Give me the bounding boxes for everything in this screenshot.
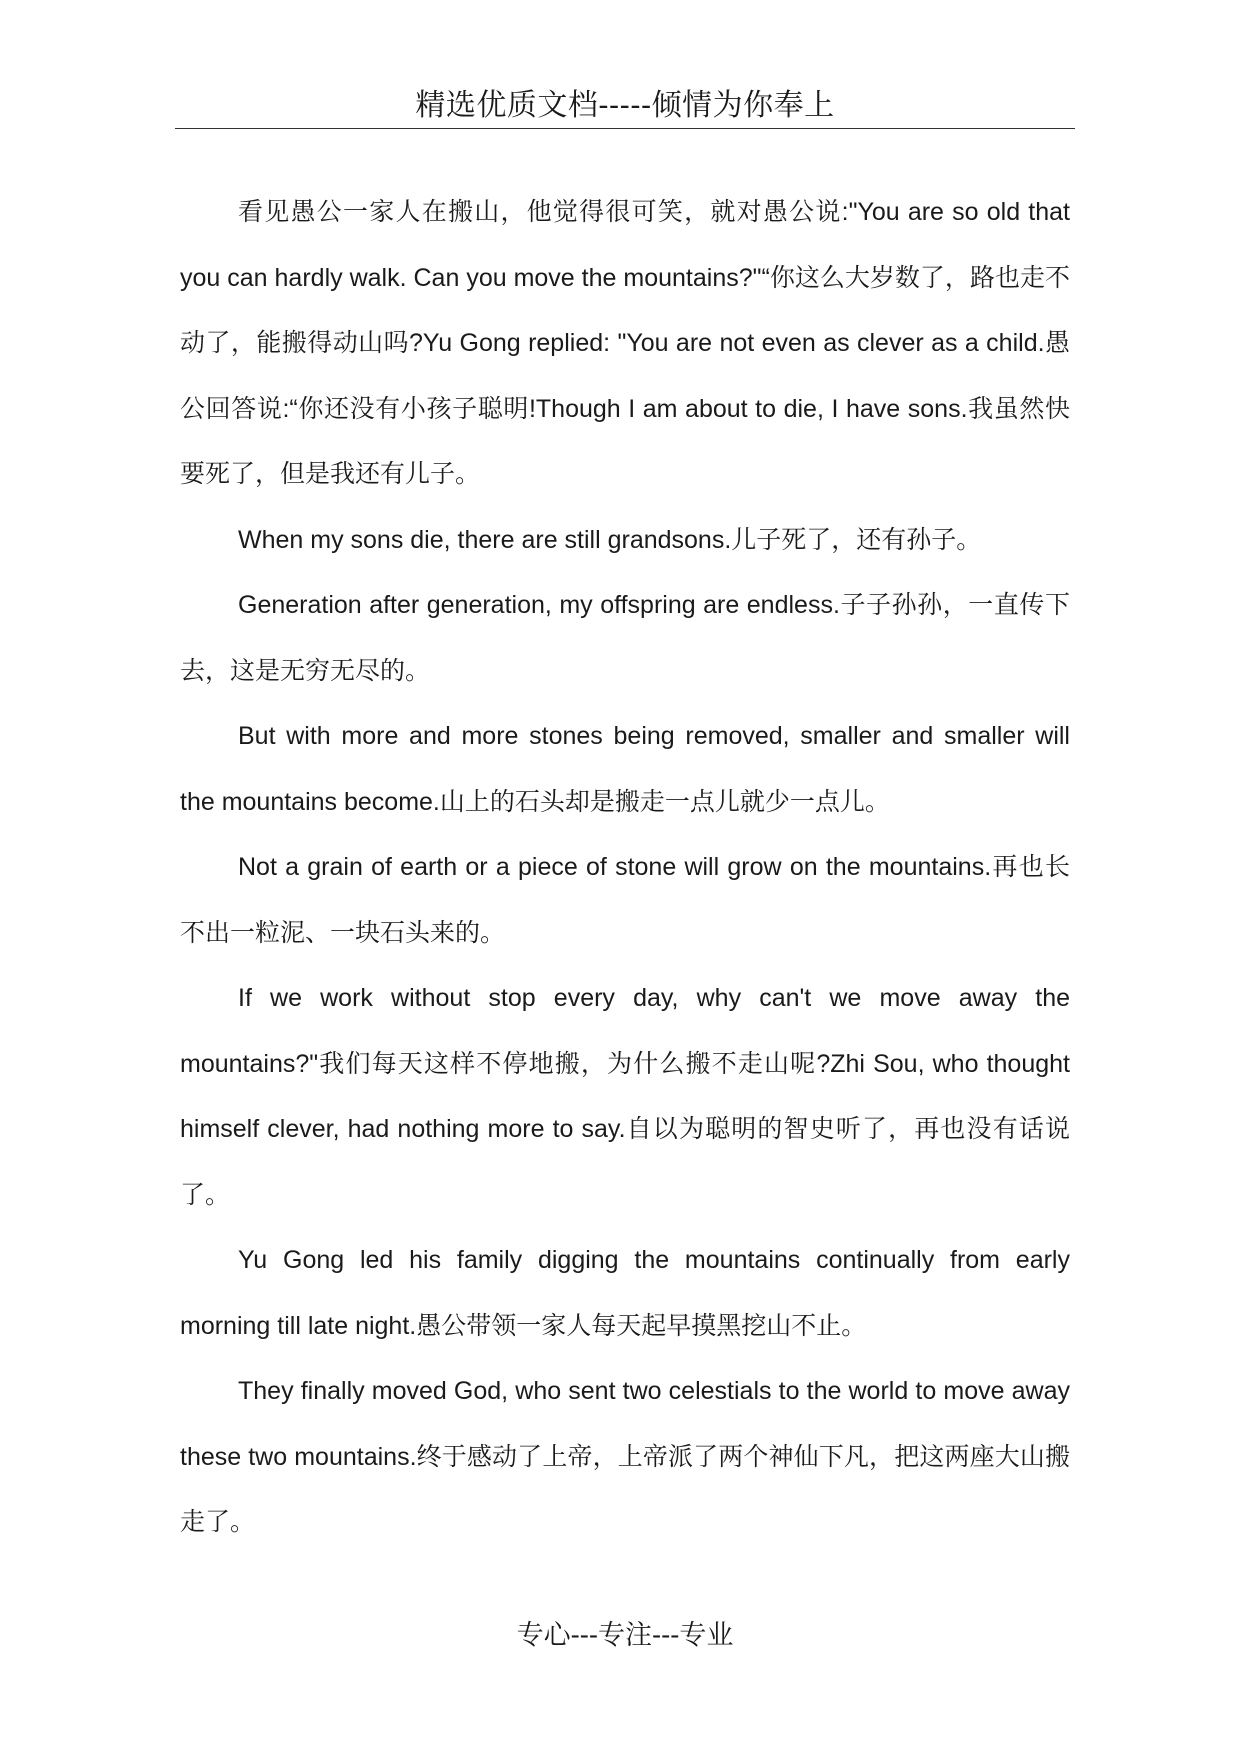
paragraph-1: 看见愚公一家人在搬山，他觉得很可笑，就对愚公说:"You are so old that you can hardly walk. Can you move the mountains?"“你这么大岁数了，路也走不动了，能搬得动山吗?Yu Gong replied: "You are not even as clever as a child.愚公回答说:“你还没有小孩子聪明!Though I am about to die, I have sons.我虽然快要死了，但是我还有儿子。 xyxy=(180,198,1070,488)
header-divider xyxy=(175,128,1075,129)
paragraph-8: They finally moved God, who sent two celestials to the world to move away these two mountains.终于感动了上帝，上帝派了两个神仙下凡，把这两座大山搬走了。 xyxy=(180,1377,1070,1536)
paragraph-3: Generation after generation, my offspring are endless.子子孙孙，一直传下去，这是无穷无尽的。 xyxy=(180,591,1070,685)
paragraph-4: But with more and more stones being removed, smaller and smaller will the mountains become.山上的石头却是搬走一点儿就少一点儿。 xyxy=(180,722,1070,816)
paragraph-7: Yu Gong led his family digging the mountains continually from early morning till late night.愚公带领一家人每天起早摸黑挖山不止。 xyxy=(180,1246,1070,1340)
paragraph-6: If we work without stop every day, why can't we move away the mountains?"我们每天这样不停地搬，为什么搬不走山呢?Zhi Sou, who thought himself clever, had nothing more to say.自以为聪明的智史听了，再也没有话说了。 xyxy=(180,984,1070,1209)
page-header: 精选优质文档-----倾情为你奉上 xyxy=(415,88,835,123)
page-footer: 专心---专注---专业 xyxy=(516,1620,734,1651)
paragraph-2: When my sons die, there are still grandsons.儿子死了，还有孙子。 xyxy=(238,525,982,554)
paragraph-5: Not a grain of earth or a piece of stone will grow on the mountains.再也长不出一粒泥、一块石头来的。 xyxy=(180,853,1070,947)
document-body xyxy=(180,180,1070,1556)
